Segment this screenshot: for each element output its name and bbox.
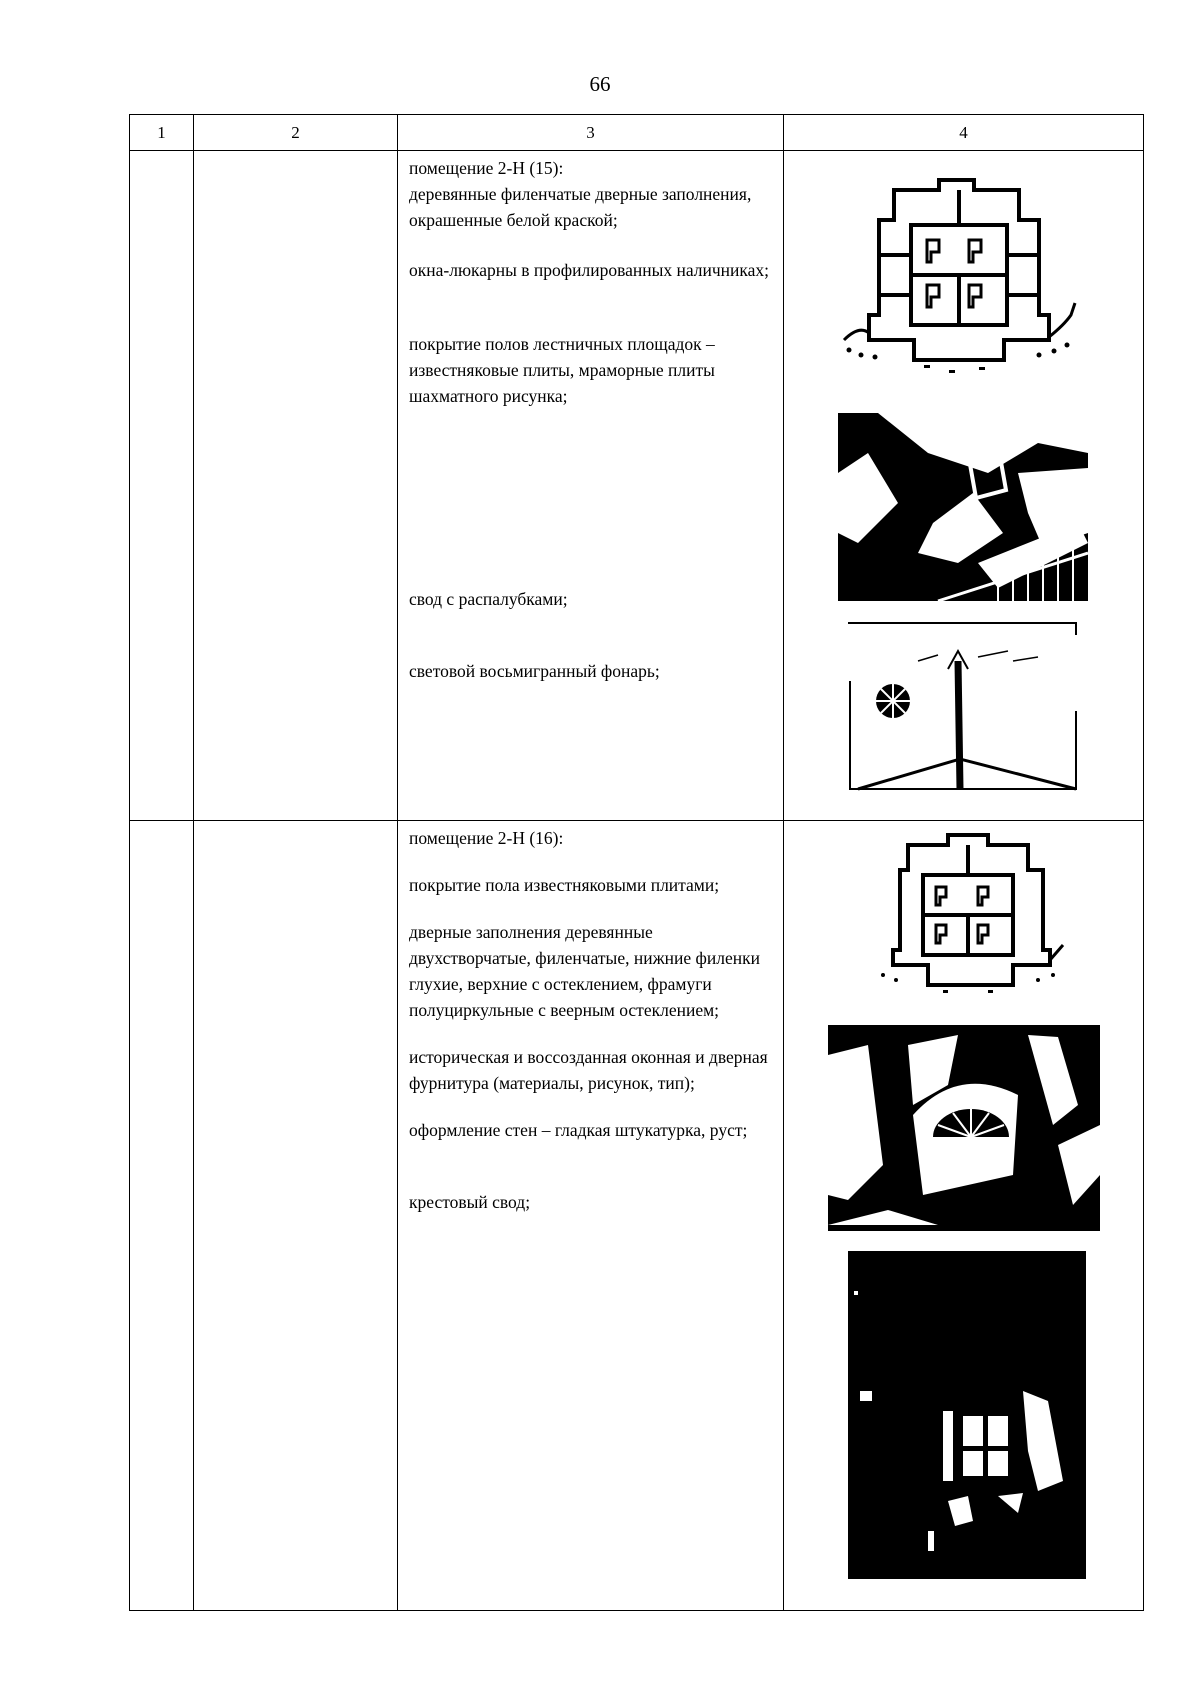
table-row bbox=[130, 821, 1144, 1611]
door-fanlight-photo bbox=[828, 1025, 1100, 1231]
table-row bbox=[130, 151, 1144, 821]
row2-col1 bbox=[130, 821, 194, 1611]
feature-item: дверные заполнения деревянные двухстворчатые, филенчатые, нижние филенки глухие, верхние с остеклением, фрамуги полуциркульные с веерным остеклением; bbox=[409, 922, 760, 1020]
room-title: помещение 2-Н (15): bbox=[409, 158, 564, 178]
feature-item: световой восьмигранный фонарь; bbox=[409, 661, 660, 681]
heritage-table bbox=[129, 114, 1144, 1611]
floor-plan-image bbox=[868, 825, 1068, 997]
room-title: помещение 2-Н (16): bbox=[409, 828, 564, 848]
header-col-3: 3 bbox=[398, 115, 784, 151]
feature-item: крестовый свод; bbox=[409, 1192, 531, 1212]
row1-illustrations bbox=[784, 151, 1144, 821]
row1-col1 bbox=[130, 151, 194, 821]
feature-item: оформление стен – гладкая штукатурка, руст; bbox=[409, 1120, 748, 1140]
row2-col2 bbox=[194, 821, 398, 1611]
row2-illustrations bbox=[784, 821, 1144, 1611]
row1-col2 bbox=[194, 151, 398, 821]
row2-description bbox=[398, 821, 784, 1611]
row1-description bbox=[398, 151, 784, 821]
floor-plan-image bbox=[838, 165, 1080, 383]
feature-item: покрытие пола известняковыми плитами; bbox=[409, 875, 720, 895]
feature-item: покрытие полов лестничных площадок – известняковые плиты, мраморные плиты шахматного рисунка; bbox=[409, 334, 715, 406]
page-number: 66 bbox=[589, 72, 611, 96]
feature-item: окна-люкарны в профилированных наличниках; bbox=[409, 260, 770, 280]
feature-item: историческая и воссозданная оконная и дверная фурнитура (материалы, рисунок, тип); bbox=[409, 1047, 768, 1093]
cross-vault-photo bbox=[848, 1251, 1086, 1579]
header-col-1: 1 bbox=[130, 115, 194, 151]
staircase-lantern-photo bbox=[838, 413, 1088, 601]
octagonal-lantern-image bbox=[848, 621, 1078, 791]
feature-item: свод с распалубками; bbox=[409, 589, 568, 609]
table-header-row bbox=[130, 115, 1144, 151]
feature-item: деревянные филенчатые дверные заполнения, окрашенные белой краской; bbox=[409, 184, 752, 230]
header-col-4: 4 bbox=[784, 115, 1144, 151]
header-col-2: 2 bbox=[194, 115, 398, 151]
